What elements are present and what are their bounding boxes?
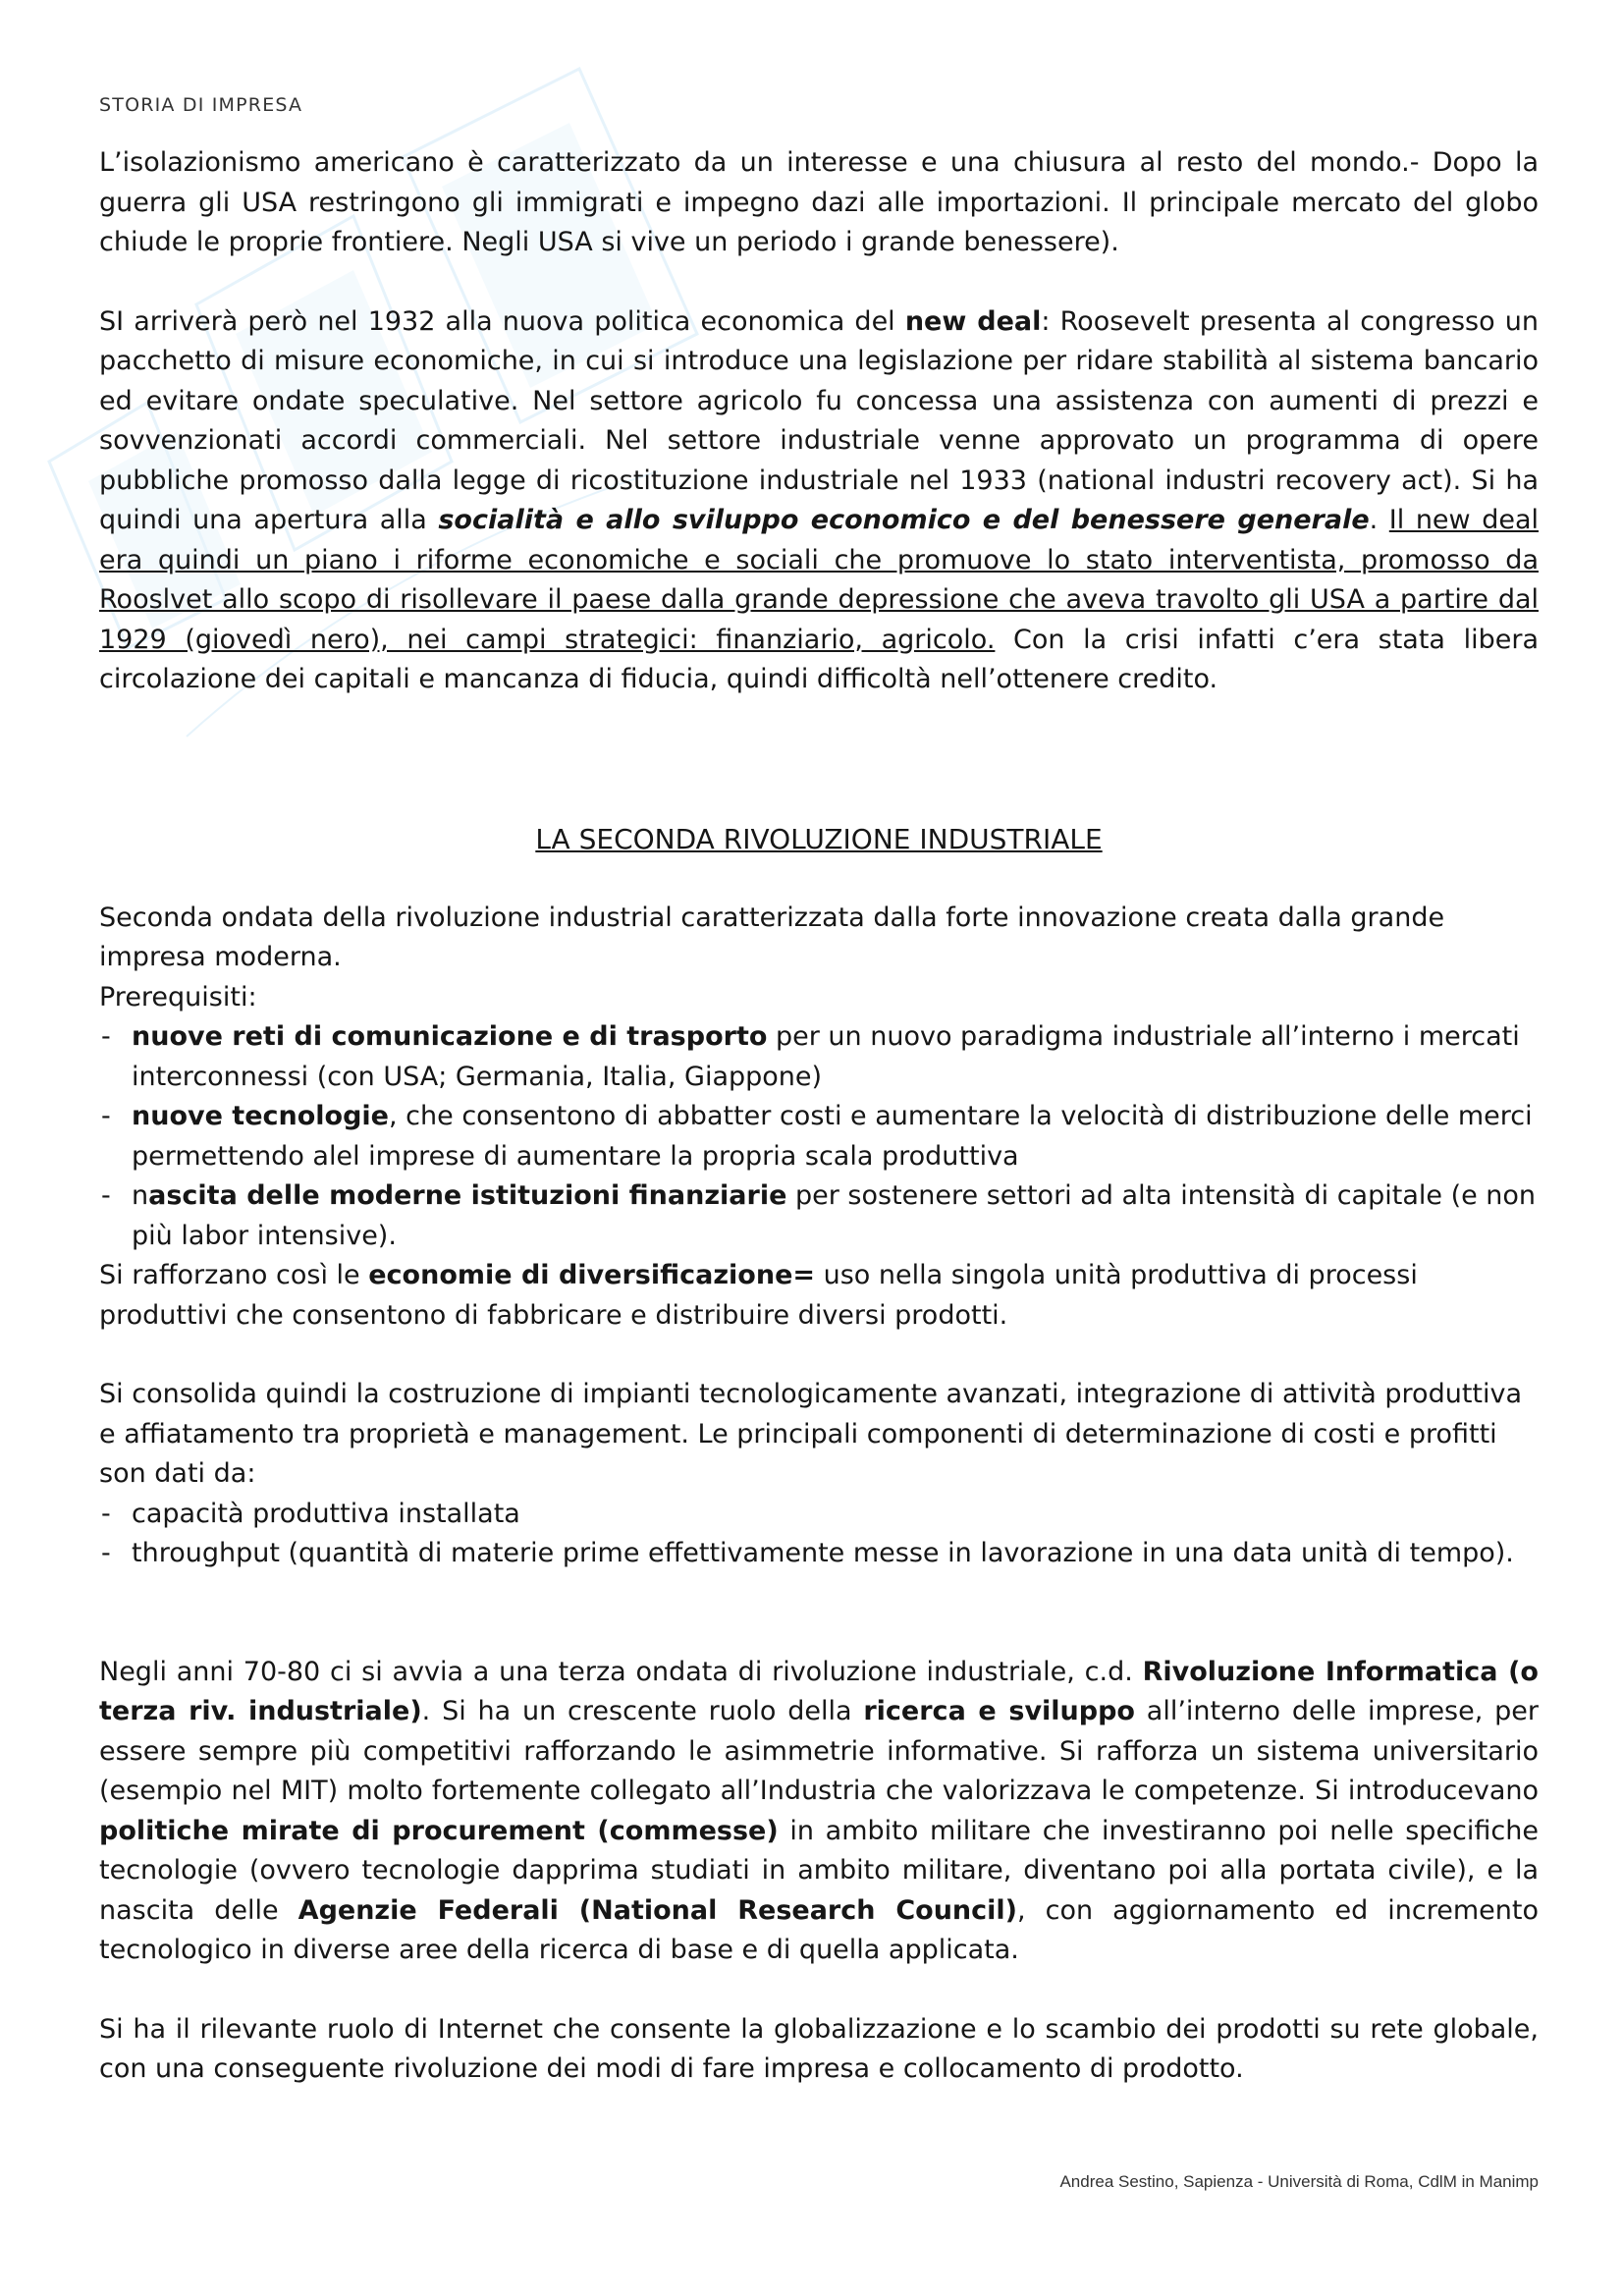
- list-item-bold: ascita delle moderne istituzioni finanziarie: [148, 1180, 787, 1211]
- list-item: [99, 1017, 1539, 1097]
- bold-rivoluzione-informatica: Rivoluzione Informatica (o terza riv. industriale): [99, 1656, 1539, 1726]
- paragraph-seconda-ondata: Seconda ondata della rivoluzione industrial caratterizzata dalla forte innovazione creata dalla grande impresa moderna.: [99, 902, 1445, 972]
- section-title: LA SECONDA RIVOLUZIONE INDUSTRIALE: [535, 822, 1103, 855]
- text-run: uso nella singola unità produttiva di processi produttivi che consentono di fabbricare e distribuire diversi prodotti.: [99, 1260, 1418, 1331]
- paragraph-internet: Si ha il rilevante ruolo di Internet che consente la globalizzazione e lo scambio dei prodotti su rete globale, con una conseguente rivoluzione dei modi di fare impresa e collocamento di prodotto.: [99, 2013, 1539, 2084]
- paragraph-impianti: Si consolida quindi la costruzione di impianti tecnologicamente avanzati, integrazione di attività produttiva e affiatamento tra proprietà e management. Le principali componenti di determinazione di costi e profitti son dati da:: [99, 1379, 1523, 1489]
- text-run: . Si ha un crescente ruolo della: [421, 1696, 864, 1726]
- document-body: [99, 143, 1539, 2090]
- list-item-text: per un nuovo paradigma industriale all’interno i mercati interconnessi (con USA; Germania, Italia, Giappone): [132, 1021, 1520, 1092]
- underlined-new-deal-definition: Il new deal era quindi un piano i riforme economiche e sociali che promuove lo stato interventista, promosso da Rooslvet allo scopo di risollevare il paese dalla grande depressione che aveva travolto gli USA a partire dal 1929 (giovedì nero), nei campi strategici: finanziario, agricolo.: [99, 505, 1539, 655]
- componenti-list: [99, 1495, 1539, 1574]
- label-prerequisiti: Prerequisiti:: [99, 981, 257, 1012]
- bold-ricerca-sviluppo: ricerca e sviluppo: [863, 1696, 1135, 1726]
- page-header: STORIA DI IMPRESA: [99, 94, 303, 116]
- text-run: Negli anni 70-80 ci si avvia a una terza ondata di rivoluzione industriale, c.d.: [99, 1656, 1143, 1687]
- text-run: .: [1369, 505, 1389, 535]
- list-item: - capacità produttiva installata: [99, 1495, 1539, 1535]
- list-item: - throughput (quantità di materie prime effettivamente messe in lavorazione in una data unità di tempo).: [99, 1534, 1539, 1574]
- paragraph-isolazionismo: L’isolazionismo americano è caratterizzato da un interesse e una chiusura al resto del mondo.- Dopo la guerra gli USA restringono gli immigrati e impegno dazi alle importazioni. Il principale mercato del globo chiude le proprie frontiere. Negli USA si vive un periodo i grande benessere).: [99, 147, 1539, 257]
- bold-agenzie-federali: Agenzie Federali (National Research Council): [298, 1894, 1018, 1926]
- list-item-bold: nuove reti di comunicazione e di trasporto: [132, 1021, 768, 1052]
- text-run: in ambito militare che investiranno poi nelle specifiche tecnologie (ovvero tecnologie dapprima studiati in ambito militare, diventano poi alla portata civile), e la nascita delle: [99, 1815, 1539, 1926]
- list-item-text: , che consentono di abbatter costi e aumentare la velocità di distribuzione delle merci permettendo alel imprese di aumentare la propria scala produttiva: [132, 1101, 1533, 1172]
- list-item: [99, 1097, 1539, 1176]
- list-item-text: per sostenere settori ad alta intensità di capitale (e non più labor intensive).: [132, 1180, 1537, 1251]
- bold-procurement: politiche mirate di procurement (commesse): [99, 1815, 779, 1846]
- page-footer: Andrea Sestino, Sapienza - Università di Roma, CdlM in Manimp: [1059, 2172, 1539, 2191]
- list-item: [99, 1176, 1539, 1256]
- list-item-bold: nuove tecnologie: [132, 1101, 389, 1131]
- text-run: SI arriverà però nel 1932 alla nuova politica economica del: [99, 305, 905, 337]
- bold-diversificazione: economie di diversificazione=: [368, 1260, 816, 1290]
- list-item-prefix: n: [132, 1180, 149, 1211]
- paragraph-diversificazione: [99, 1256, 1539, 1336]
- bold-new-deal: new deal: [904, 305, 1042, 337]
- text-run: Si rafforzano così le: [99, 1260, 369, 1290]
- paragraph-rivoluzione-informatica: [99, 1653, 1539, 1971]
- bold-italic-socialita: socialità e allo sviluppo economico e del benessere generale: [438, 505, 1370, 535]
- paragraph-new-deal: [99, 302, 1539, 700]
- text-run: all’interno delle imprese, per essere sempre più competitivi rafforzando le asimmetrie informative. Si rafforza un sistema universitario (esempio nel MIT) molto fortemente collegato all’Industria che valorizzava le competenze. Si introducevano: [99, 1696, 1539, 1806]
- prerequisiti-list: [99, 1017, 1539, 1256]
- text-run: Con la crisi infatti c’era stata libera circolazione dei capitali e mancanza di fiducia, quindi difficoltà nell’ottenere credito.: [99, 624, 1539, 694]
- text-run: , con aggiornamento ed incremento tecnologico in diverse aree della ricerca di base e di quella applicata.: [99, 1894, 1539, 1965]
- text-run: : Roosevelt presenta al congresso un pacchetto di misure economiche, in cui si introduce una legislazione per ridare stabilità al sistema bancario ed evitare ondate speculative. Nel settore agricolo fu concessa una assistenza con aumenti di prezzi e sovvenzionati accordi commerciali. Nel settore industriale venne approvato un programma di opere pubbliche promosso dalla legge di ricostituzione industriale nel 1933 (national industri recovery act). Si ha quindi una apertura alla: [99, 305, 1539, 535]
